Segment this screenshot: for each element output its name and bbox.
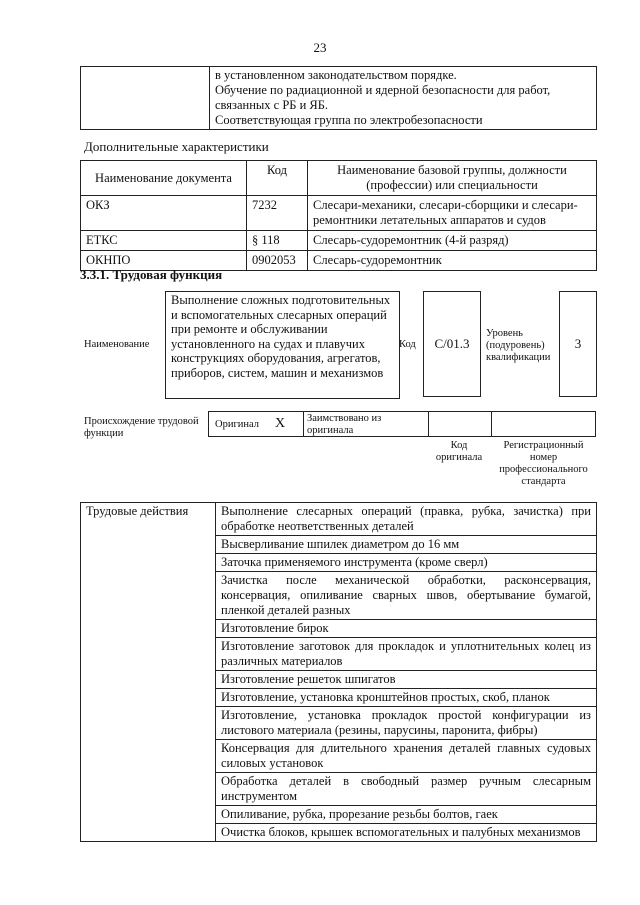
section-title: 3.3.1. Трудовая функция — [80, 267, 223, 282]
level-box: 3 — [559, 291, 597, 397]
level-label: Уровень (подуровень) квалификации — [486, 328, 551, 363]
action-item: Обработка деталей в свободный размер ручным слесарным инструментом — [216, 773, 597, 806]
action-item: Заточка применяемого инструмента (кроме сверл) — [216, 554, 597, 572]
action-item: Высверливание шпилек диаметром до 16 мм — [216, 536, 597, 554]
action-item: Изготовление бирок — [216, 620, 597, 638]
header-document: Наименование документа — [81, 161, 247, 196]
code-original-cell — [428, 412, 492, 436]
additional-characteristics-heading: Дополнительные характеристики — [84, 139, 269, 154]
action-item: Зачистка после механической обработки, расконсервация, консервация, опиливание сварных швов, обертывание бумагой, пленкой деталей разных — [216, 572, 597, 620]
origin-label: Происхождение трудовой функции — [84, 416, 199, 439]
table-row — [81, 231, 597, 251]
action-item: Изготовление заготовок для прокладок и уплотнительных колец из различных материалов — [216, 638, 597, 671]
code-box: C/01.3 — [423, 291, 481, 397]
action-item: Очистка блоков, крышек вспомогательных и палубных механизмов — [216, 824, 597, 842]
original-mark: X — [275, 416, 286, 431]
reg-number-caption: Регистрационный номер профессионального стандарта — [499, 440, 588, 487]
code-original-caption: Код оригинала — [435, 440, 483, 463]
borrowed-label: Заимствовано из оригинала — [307, 413, 382, 436]
table-row — [81, 503, 597, 536]
page-number: 23 — [313, 40, 327, 55]
name-label: Наименование — [84, 339, 150, 350]
doc-cell: ОКНПО — [81, 251, 247, 271]
header-group: Наименование базовой группы, должности (профессии) или специальности — [308, 161, 597, 196]
empty-label-cell — [81, 67, 210, 130]
requirement-line: Обучение по радиационной и ядерной безопасности для работ, связанных с РБ и ЯБ. — [215, 83, 551, 112]
action-item: Выполнение слесарных операций (правка, рубка, зачистка) при обработке неответственных деталей — [216, 503, 597, 536]
requirement-line: Соответствующая группа по электробезопасности — [215, 113, 483, 127]
original-label: Оригинал — [215, 419, 259, 430]
code-cell: 0902053 — [247, 251, 308, 271]
code-label: Код — [399, 339, 416, 350]
function-name-box: Выполнение сложных подготовительных и вспомогательных слесарных операций при ремонте и обслуживании установленного на судах и плавучих конструкциях оборудования, агрегатов, приборов, систем, машин и механизмов — [165, 291, 400, 399]
group-cell: Слесарь-судоремонтник (4-й разряд) — [308, 231, 597, 251]
characteristics-table — [80, 160, 597, 271]
header-code: Код — [247, 161, 308, 196]
actions-label: Трудовые действия — [81, 503, 216, 842]
action-item: Изготовление решеток шпигатов — [216, 671, 597, 689]
table-row — [81, 196, 597, 231]
requirements-continuation-table — [80, 66, 597, 130]
requirements-cell — [210, 67, 597, 130]
group-cell: Слесари-механики, слесари-сборщики и слесари-ремонтники летательных аппаратов и судов — [308, 196, 597, 231]
origin-row — [208, 411, 596, 437]
action-item: Опиливание, рубка, прорезание резьбы болтов, гаек — [216, 806, 597, 824]
doc-cell: ЕТКС — [81, 231, 247, 251]
code-cell: 7232 — [247, 196, 308, 231]
action-item: Консервация для длительного хранения деталей главных судовых силовых установок — [216, 740, 597, 773]
labor-actions-table — [80, 502, 597, 842]
code-cell: § 118 — [247, 231, 308, 251]
doc-cell: ОКЗ — [81, 196, 247, 231]
original-cell — [209, 412, 304, 436]
action-item: Изготовление, установка кронштейнов простых, скоб, планок — [216, 689, 597, 707]
group-cell: Слесарь-судоремонтник — [308, 251, 597, 271]
requirement-line: в установленном законодательством порядке. — [215, 68, 457, 82]
action-item: Изготовление, установка прокладок простой конфигурации из листового материала (резины, парусины, паронита, фибры) — [216, 707, 597, 740]
